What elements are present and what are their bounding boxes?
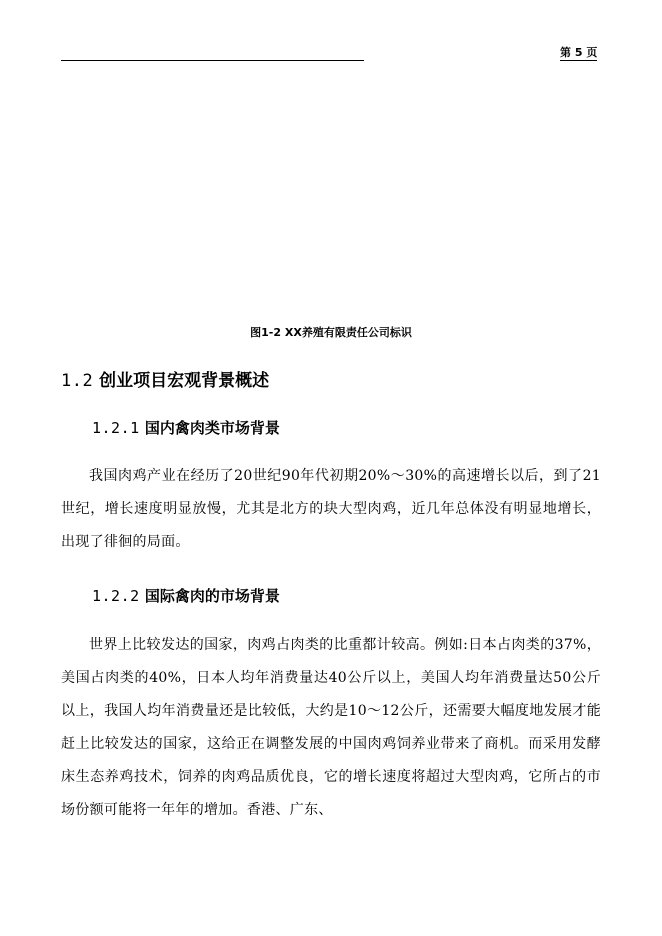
figure-caption: 图1-2 XX养殖有限责任公司标识 (250, 326, 412, 339)
subsection-title: 国际禽肉的市场背景 (144, 587, 280, 605)
subsection-heading-international (92, 586, 280, 606)
subsection-number: 1.2.2 (92, 587, 140, 605)
header-rule (61, 60, 364, 61)
paragraph-international-market: 世界上比较发达的国家，肉鸡占肉类的比重都计较高。例如:日本占肉类的37%，美国占肉类的40%，日本人均年消费量达40公斤以上，美国人均年消费量达50公斤以上，我国人均年消费量还是比较低，大约是10～12公斤，还需要大幅度地发展才能赶上比较发达的国家，这给正在调整发展的中国肉鸡饲养业带来了商机。而采用发酵床生态养鸡技术，饲养的肉鸡品质优良，它的增长速度将超过大型肉鸡，它所占的市场份额可能将一年年的增加。香港、广东、 (61, 637, 601, 818)
section-heading (61, 369, 269, 393)
subsection-title: 国内禽肉类市场背景 (144, 419, 280, 437)
page-number: 第 5 页 (560, 46, 598, 59)
subsection-heading-domestic (92, 418, 280, 438)
section-number: 1.2 (61, 371, 94, 391)
paragraph-domestic-market: 我国肉鸡产业在经历了20世纪90年代初期20%～30%的高速增长以后，到了21世纪，增长速度明显放慢，尤其是北方的块大型肉鸡，近几年总体没有明显地增长，出现了徘徊的局面。 (61, 468, 601, 550)
subsection-number: 1.2.1 (92, 419, 140, 437)
section-title: 创业项目宏观背景概述 (99, 371, 270, 391)
figure-image-area (61, 75, 601, 315)
